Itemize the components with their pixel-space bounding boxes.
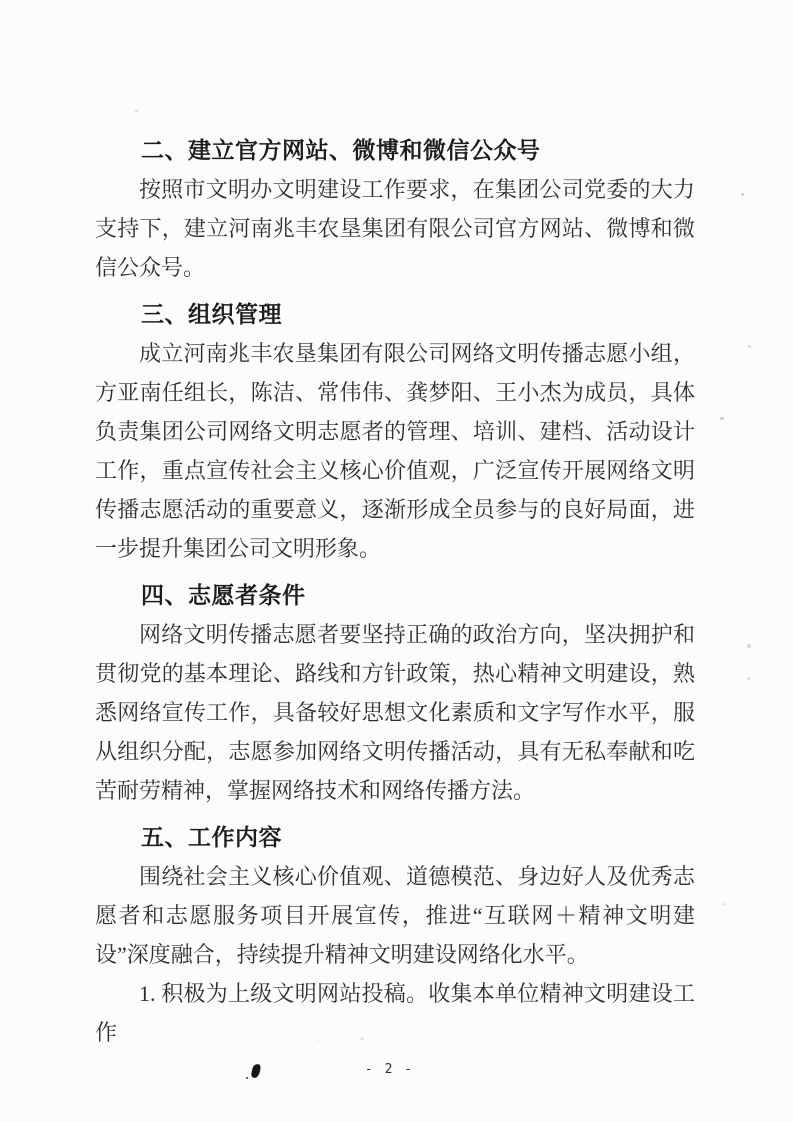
scan-speckle [741,193,744,196]
section-heading-4: 四、志愿者条件 [141,582,306,608]
scan-speckle [360,1037,364,1040]
scan-speckle [720,417,724,420]
scan-speckle [748,345,751,348]
scan-speckle [722,903,725,906]
scan-speckle [747,644,751,648]
scan-speckle [317,1040,319,1042]
scan-speckle [135,110,138,112]
document-content [95,123,695,1052]
page-number: - 2 - [364,1062,415,1077]
scan-speckle [747,677,750,680]
section-2-paragraph: 按照市文明办文明建设工作要求，在集团公司党委的大力支持下，建立河南兆丰农垦集团有限公司官方网站、微博和微信公众号。 [95,177,695,280]
section-3-paragraph: 成立河南兆丰农垦集团有限公司网络文明传播志愿小组，方亚南任组长，陈洁、常伟伟、龚梦阳、王小杰为成员，具体负责集团公司网络文明志愿者的管理、培训、建档、活动设计工作，重点宣传社会主义核心价值观，广泛宣传开展网络文明传播志愿活动的重要意义，逐渐形成全员参与的良好局面，进一步提升集团公司文明形象。 [95,341,695,561]
ink-dot-mark [246,1077,248,1079]
section-5-list-item-1: 1. 积极为上级文明网站投稿。收集本单位精神文明建设工作 [95,981,695,1045]
section-4-paragraph: 网络文明传播志愿者要坚持正确的政治方向，坚决拥护和贯彻党的基本理论、路线和方针政策，热心精神文明建设，熟悉网络宣传工作，具备较好思想文化素质和文字写作水平，服从组织分配，志愿参加网络文明传播活动，具有无私奉献和吃苦耐劳精神，掌握网络技术和网络传播方法。 [95,622,695,803]
section-heading-2: 二、建立官方网站、微博和微信公众号 [141,137,541,163]
section-5-paragraph: 围绕社会主义核心价值观、道德模范、身边好人及优秀志愿者和志愿服务项目开展宣传，推进“互联网＋精神文明建设”深度融合，持续提升精神文明建设网络化水平。 [95,864,695,967]
section-heading-3: 三、组织管理 [141,301,282,327]
section-heading-5: 五、工作内容 [141,824,282,850]
